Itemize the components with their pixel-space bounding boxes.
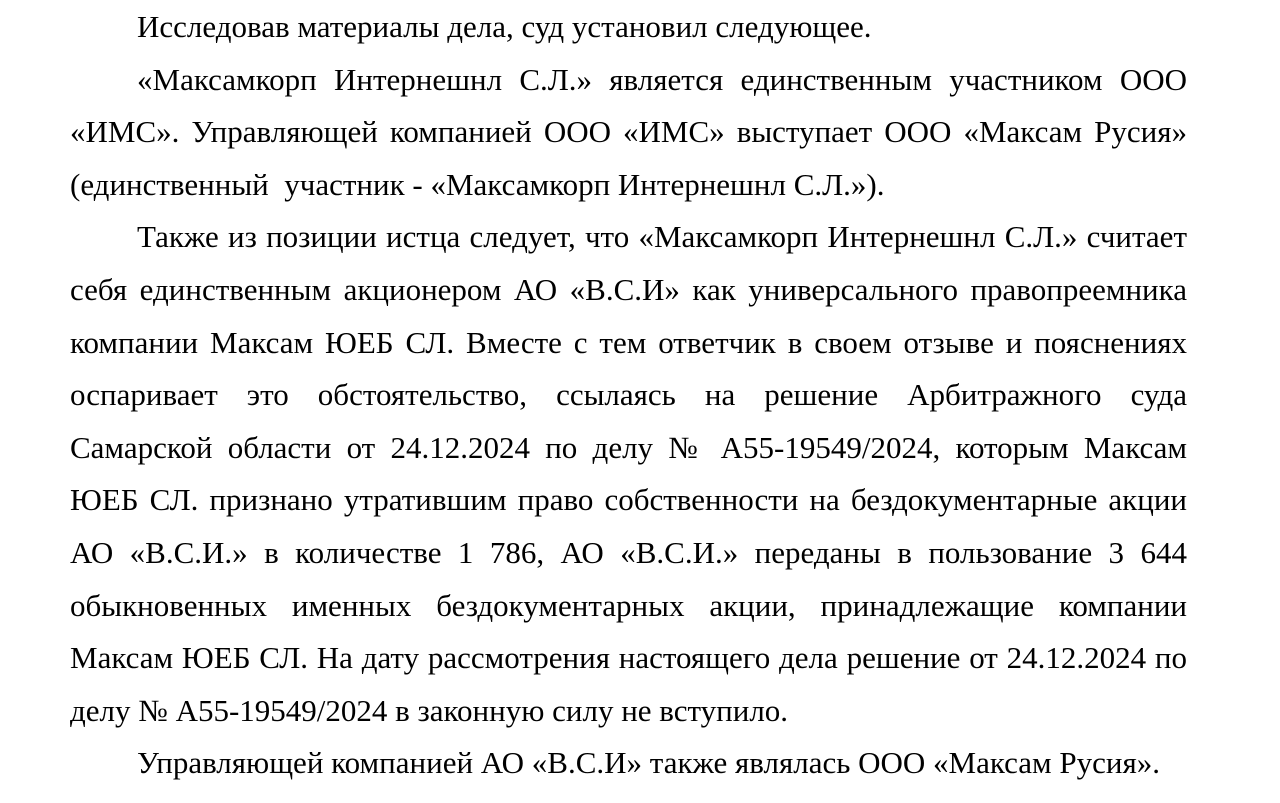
text-line: АО «В.С.И.» в количестве 1 786, АО «В.С.И.» переданы в пользование 3 644 (70, 534, 1187, 570)
paragraph-managing-company (70, 737, 1187, 790)
text-line: оспаривает это обстоятельство, ссылаясь на решение Арбитражного суда (70, 377, 1187, 413)
text-line: себя единственным акционером АО «В.С.И» как универсального правопреемника (70, 271, 1187, 307)
text-line: Максам ЮЕБ СЛ. На дату рассмотрения настоящего дела решение от 24.12.2024 по (70, 640, 1187, 676)
text-line: Также из позиции истца следует, что «Максамкорп Интернешнл С.Л.» считает (137, 219, 1187, 255)
text-line: «Максамкорп Интернешнл С.Л.» является единственным участником ООО (137, 61, 1187, 97)
text-line: компании Максам ЮЕБ СЛ. Вместе с тем ответчик в своем отзыве и пояснениях (70, 324, 1187, 360)
text-line: Самарской области от 24.12.2024 по делу № А55-19549/2024, которым Максам (70, 429, 1187, 465)
paragraph-sole-participant (70, 54, 1187, 212)
text-line: Исследовав материалы дела, суд установил следующее. (137, 9, 872, 44)
paragraph-claimant-position (70, 211, 1187, 737)
text-line: Управляющей компанией АО «В.С.И» также являлась ООО «Максам Русия». (137, 745, 1161, 781)
text-line: (единственный участник - «Максамкорп Интернешнл С.Л.»). (70, 166, 885, 202)
text-line: делу № А55-19549/2024 в законную силу не вступило. (70, 692, 789, 728)
text-line: «ИМС». Управляющей компанией ООО «ИМС» выступает ООО «Максам Русия» (70, 114, 1187, 150)
text-line: ЮЕБ СЛ. признано утратившим право собственности на бездокументарные акции (70, 482, 1187, 518)
text-line: обыкновенных именных бездокументарных акции, принадлежащие компании (70, 587, 1187, 623)
paragraph-court-established (70, 1, 1187, 54)
